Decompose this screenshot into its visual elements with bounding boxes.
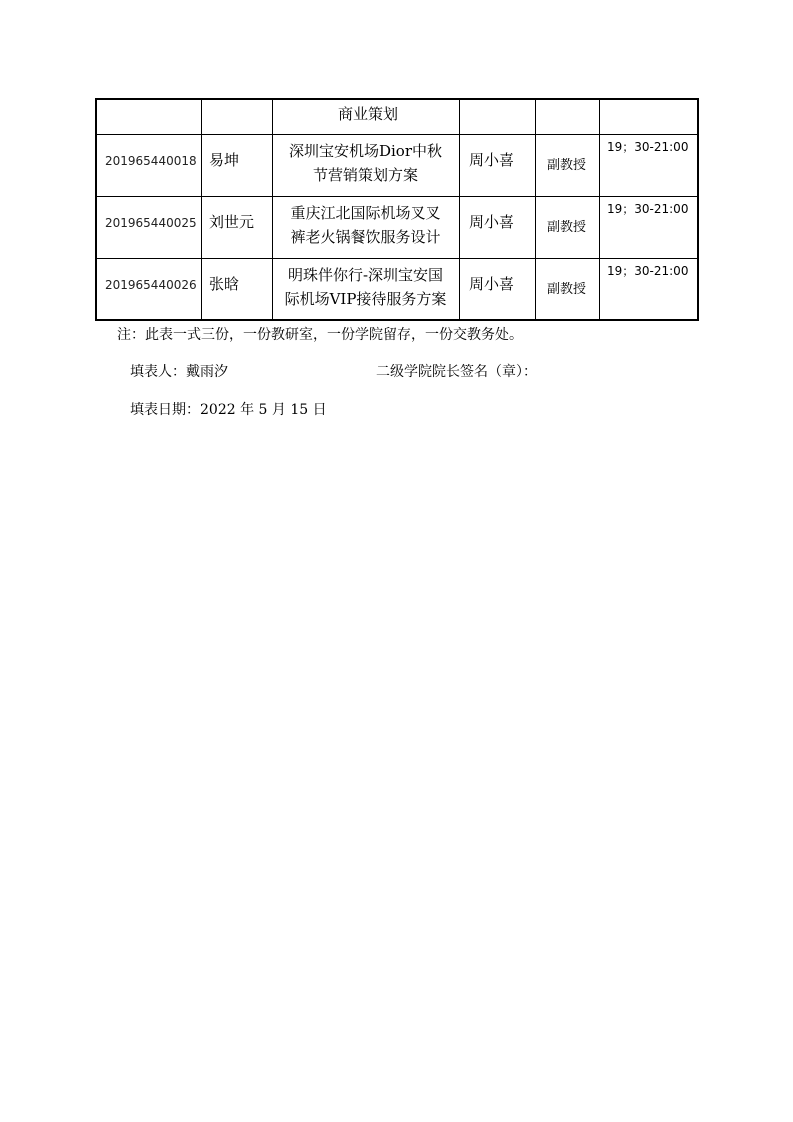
thesis-topic-line: 节营销策划方案	[312, 166, 418, 184]
defense-time: 19；30-21:00	[607, 264, 689, 278]
fill-date: 填表日期：2022 年 5 月 15 日	[130, 402, 327, 418]
column-divider	[201, 100, 202, 319]
tutor-name: 周小喜	[469, 275, 515, 293]
topic-continuation: 商业策划	[338, 105, 399, 123]
column-divider	[535, 100, 536, 319]
row-divider	[97, 196, 697, 197]
table-note: 注：此表一式三份，一份教研室，一份学院留存，一份交教务处。	[117, 327, 523, 343]
dean-signature-label: 二级学院院长签名（章）：	[376, 364, 537, 380]
defense-time: 19；30-21:00	[607, 140, 689, 154]
column-divider	[459, 100, 460, 319]
column-divider	[599, 100, 600, 319]
tutor-name: 周小喜	[469, 151, 515, 169]
thesis-topic-line: 明珠伴你行-深圳宝安国	[287, 266, 444, 284]
tutor-title: 副教授	[547, 282, 587, 297]
thesis-topic-line: 重庆江北国际机场叉叉	[290, 204, 441, 222]
thesis-topic-line: 深圳宝安机场Dior中秋	[288, 142, 443, 160]
tutor-title: 副教授	[547, 158, 587, 173]
defense-schedule-table	[95, 98, 699, 321]
row-divider	[97, 258, 697, 259]
student-id: 201965440026	[105, 278, 197, 292]
row-divider	[97, 134, 697, 135]
thesis-topic-line: 际机场VIP接待服务方案	[284, 290, 447, 308]
defense-time: 19；30-21:00	[607, 202, 689, 216]
student-id: 201965440025	[105, 216, 197, 230]
tutor-name: 周小喜	[469, 213, 515, 231]
filler-name: 填表人：戴雨汐	[130, 364, 228, 380]
student-name: 易坤	[209, 151, 240, 169]
thesis-topic-line: 裤老火锅餐饮服务设计	[290, 228, 441, 246]
tutor-title: 副教授	[547, 220, 587, 235]
student-name: 张晗	[209, 275, 240, 293]
student-name: 刘世元	[209, 213, 255, 231]
student-id: 201965440018	[105, 154, 197, 168]
